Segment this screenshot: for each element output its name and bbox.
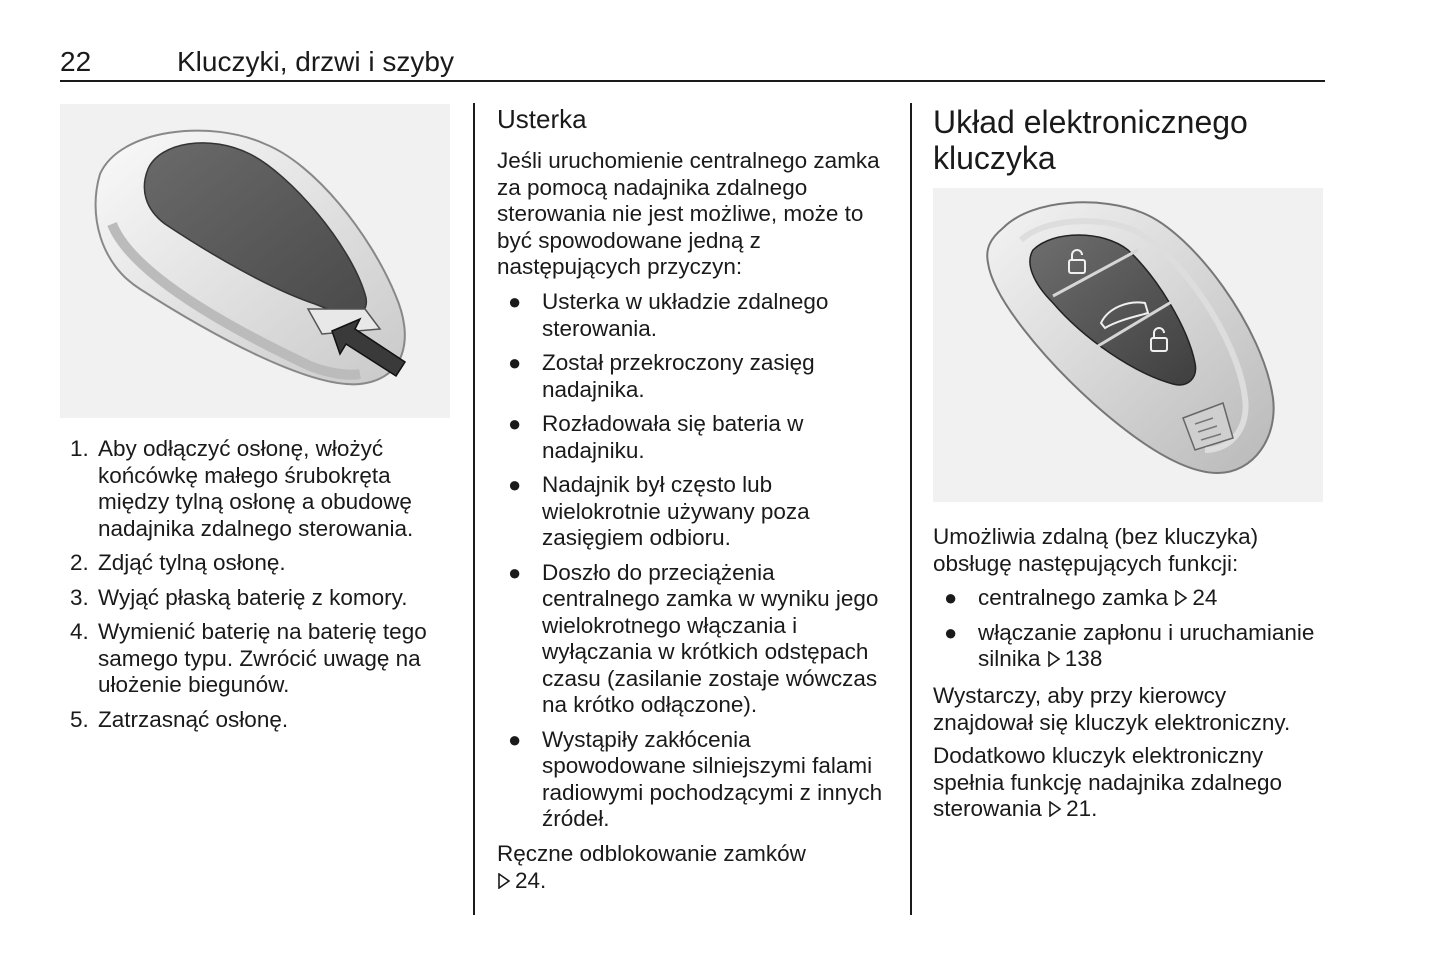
fault-causes-list xyxy=(497,289,892,841)
fault-intro-paragraph: Jeśli uruchomienie centralnego zamka za pomocą nadajnika zdalnego sterowania nie jest możliwe, może to być spowodowane jedną z następujących przyczyn: xyxy=(497,148,880,279)
list-item xyxy=(933,620,1328,673)
bullet-text: Doszło do przeciążenia centralnego zamka w wyniku jego wielokrotnego włączania i wyłączania w krótkich odstępach czasu (zasilanie zostaje wówczas na krótko odłączone). xyxy=(542,559,879,717)
ref-arrow-icon xyxy=(1048,797,1062,813)
list-item xyxy=(497,411,892,464)
page-number: 22 xyxy=(60,46,92,77)
bullet-dot-icon: ● xyxy=(508,411,522,436)
column-divider-1 xyxy=(473,103,475,915)
list-item xyxy=(933,585,1328,612)
column-divider-2 xyxy=(910,103,912,915)
list-item xyxy=(497,560,892,719)
electronic-key-functions-list xyxy=(933,585,1328,681)
list-item xyxy=(60,585,455,612)
step-text: Wyjąć płaską baterię z komory. xyxy=(98,584,408,610)
bullet-dot-icon: ● xyxy=(944,619,958,645)
list-item xyxy=(60,707,455,734)
list-item xyxy=(60,619,455,699)
remote-function-text: Dodatkowo kluczyk elektroniczny spełnia funkcję nadajnika zdalnego sterowania xyxy=(933,743,1283,821)
electronic-key-illustration xyxy=(933,188,1323,502)
key-battery-illustration xyxy=(60,104,450,418)
remote-function-paragraph xyxy=(933,743,1328,823)
list-item xyxy=(497,472,892,552)
ref-arrow-icon xyxy=(1174,586,1188,602)
header-rule xyxy=(60,80,1325,82)
bullet-dot-icon: ● xyxy=(508,559,522,585)
battery-steps-list xyxy=(60,436,455,741)
bullet-dot-icon: ● xyxy=(508,726,522,752)
bullet-dot-icon: ● xyxy=(508,472,522,497)
step-number: 4. xyxy=(70,619,89,644)
driver-presence-paragraph: Wystarczy, aby przy kierowcy znajdował się kluczyk elektroniczny. xyxy=(933,683,1291,735)
step-number: 2. xyxy=(70,550,89,575)
bullet-dot-icon: ● xyxy=(508,350,522,375)
bullet-dot-icon: ● xyxy=(944,585,958,610)
page-reference-link[interactable]: 138 xyxy=(1064,646,1103,671)
manual-unlock-paragraph xyxy=(497,841,892,894)
bullet-text: Rozładowała się bateria w nadajniku. xyxy=(542,411,804,463)
page-reference-link[interactable]: 24 xyxy=(1192,585,1218,610)
section-title-electronic-key: Układ elektronicznego kluczyka xyxy=(933,104,1248,176)
bullet-text: Usterka w układzie zdalnego sterowania. xyxy=(542,289,829,341)
step-text: Zdjąć tylną osłonę. xyxy=(98,550,286,575)
list-item xyxy=(497,727,892,833)
bullet-text: centralnego zamka xyxy=(978,585,1169,610)
bullet-text: włączanie zapłonu i uruchamianie silnika xyxy=(978,619,1315,671)
chapter-title: Kluczyki, drzwi i szyby xyxy=(177,46,454,77)
list-item xyxy=(497,289,892,342)
step-text: Zatrzasnąć osłonę. xyxy=(98,706,289,732)
bullet-dot-icon: ● xyxy=(508,289,522,314)
list-item xyxy=(60,436,455,542)
step-number: 1. xyxy=(70,436,89,461)
bullet-text: Nadajnik był często lub wielokrotnie używany poza zasięgiem odbioru. xyxy=(542,472,810,550)
step-text: Aby odłączyć osłonę, włożyć końcówkę małego śrubokręta między tylną osłonę a obudowę nadajnika zdalnego sterowania. xyxy=(98,436,414,541)
ref-arrow-icon xyxy=(1047,647,1061,663)
bullet-text: Został przekroczony zasięg nadajnika. xyxy=(542,350,815,402)
step-number: 3. xyxy=(70,584,89,610)
page-header xyxy=(60,44,1325,80)
ref-arrow-icon xyxy=(497,869,511,885)
page-reference-link[interactable]: 21. xyxy=(1066,796,1098,821)
section-heading-usterka: Usterka xyxy=(497,104,587,134)
step-number: 5. xyxy=(70,706,89,732)
page-reference-link[interactable]: 24. xyxy=(515,867,547,893)
manual-unlock-text: Ręczne odblokowanie zamków xyxy=(497,841,806,866)
list-item xyxy=(60,550,455,577)
step-text: Wymienić baterię na baterię tego samego typu. Zwrócić uwagę na ułożenie biegunów. xyxy=(98,619,427,697)
electronic-key-intro: Umożliwia zdalną (bez kluczyka) obsługę następujących funkcji: xyxy=(933,524,1259,576)
list-item xyxy=(497,350,892,403)
bullet-text: Wystąpiły zakłócenia spowodowane silniejszymi falami radiowymi pochodzącymi z innych źródeł. xyxy=(542,726,883,831)
